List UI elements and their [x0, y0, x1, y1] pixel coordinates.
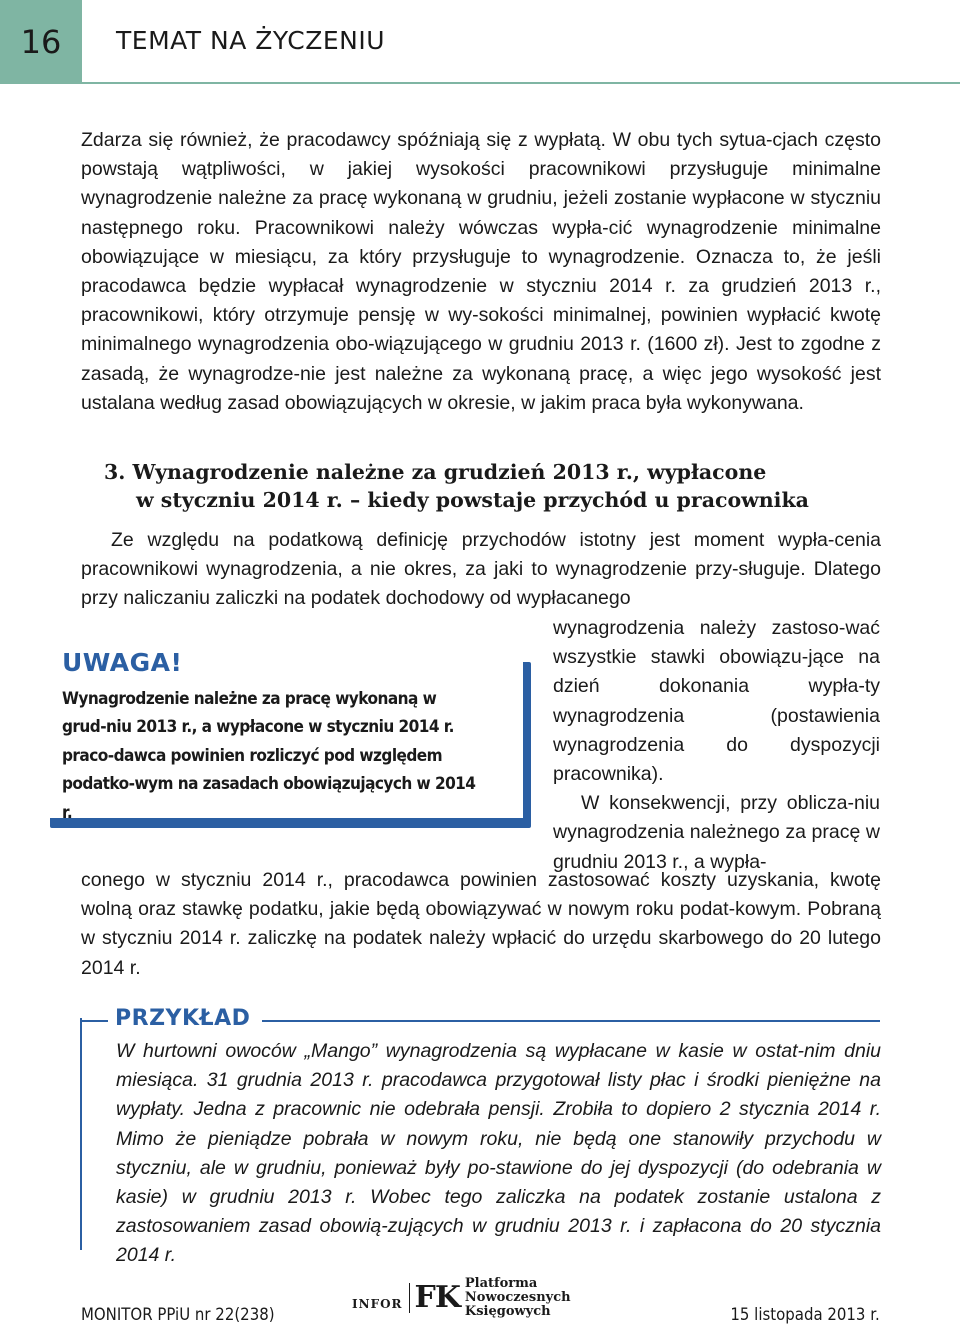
right-column-part-2: W konsekwencji, przy oblicza-niu wynagrodzenia należnego za pracę w grudniu 2013 r., a wypła- — [553, 792, 880, 873]
right-column-text — [553, 614, 880, 877]
right-column-part-1: wynagrodzenia należy zastoso-wać wszystkie stawki obowiązu-jące na dzień dokonania wypła-ty wynagrodzenia (postawienia wynagrodzenia do dyspozycji pracownika). — [553, 617, 880, 786]
paragraph-1: Zdarza się również, że pracodawcy spóźniają się z wypłatą. W obu tych sytua-cjach często powstają wątpliwości, w jakiej wysokości pracownikowi przysługuje minimalne wynagrodzenie należne za pracę wykonaną w grudniu, jeżeli zostanie wypłacone w styczniu następnego roku. Pracownikowi należy wówczas wypła-cić wynagrodzenie minimalne obowiązujące w miesiącu, za który przysługuje to wynagrodzenie. Oznacza to, że jeśli pracodawca będzie wypłacał wynagrodzenie w styczniu 2014 r. za grudzień 2013 r., pracownikowi, który otrzymuje pensję w wy-sokości minimalnej, powinien wypłacić kwotę minimalnego wynagrodzenia obo-wiązującego w grudniu 2013 r. (1600 zł). Jest to zgodne z zasadą, że wynagrodze-nie jest należne za wykonaną pracę, a więc jego wysokość jest ustalana według zasad obowiązujących w okresie, w jakim praca była wykonywana. — [81, 129, 881, 414]
fk-logo: FK — [409, 1283, 460, 1313]
platform-name-line2: Nowoczesnych Księgowych — [464, 1290, 571, 1319]
section-3-heading-line1: 3. Wynagrodzenie należne za grudzień 2013 r., wypłacone — [104, 460, 767, 484]
footer-date: 15 listopada 2013 r. — [730, 1305, 880, 1325]
infor-logo: INFOR — [352, 1297, 403, 1311]
footer-logo — [352, 1276, 642, 1319]
example-title-rule — [262, 1020, 880, 1022]
example-title: PRZYKŁAD — [115, 1006, 251, 1031]
section-3-heading — [104, 458, 844, 514]
section-title: TEMAT NA ŻYCZENIU — [116, 26, 386, 55]
uwaga-title: UWAGA! — [62, 648, 183, 677]
header-rule — [82, 82, 960, 84]
platform-name-line1: Platforma — [464, 1276, 538, 1291]
page-number: 16 — [0, 0, 82, 84]
example-text: W hurtowni owoców „Mango” wynagrodzenia są wypłacane w kasie w ostat-nim dniu miesiąca. 31 grudnia 2013 r. pracodawca przygotował listy płac i środki pieniężne na wypłaty. Jedna z pracownic nie odebrała pensji. Zrobiła to dopiero 2 stycznia 2014 r. Mimo że pieniądze pobrała w nowym roku, nie będą one stanowiły przychodu w styczniu, ale w grudniu, ponieważ były po-stawione do jej dyspozycji (do odebrania w kasie) w grudniu 2013 r. Wobec tego zaliczka na podatek zostanie ustalona z zastosowaniem zasad obowią-zujących w grudniu 2013 r. i zapłacona do 20 stycznia 2014 r. — [116, 1040, 881, 1267]
section-3-heading-line2: w styczniu 2014 r. – kiedy powstaje przychód u pracownika — [136, 488, 809, 512]
platform-name — [465, 1277, 642, 1319]
example-frame-line — [80, 1018, 82, 1250]
uwaga-text: Wynagrodzenie należne za pracę wykonaną w grud-niu 2013 r., a wypłacone w styczniu 2014 r. praco-dawca powinien rozliczyć pod względem podatko-wym na zasadach obowiązujących w 2014 r. — [62, 689, 476, 822]
example-frame-tick — [82, 1020, 108, 1022]
paragraph-3: conego w styczniu 2014 r., pracodawca powinien zastosować koszty uzyskania, kwotę wolną oraz stawkę podatku, jakie będą obowiązywać w nowym roku podat-kowym. Pobraną w styczniu 2014 r. zaliczkę na podatek należy wpłacić do urzędu skarbowego do 20 lutego 2014 r. — [81, 869, 881, 979]
paragraph-2: Ze względu na podatkową definicję przychodów istotny jest moment wypła-cenia pracownikowi wynagrodzenia, a nie okres, za jaki to wynagrodzenie przy-sługuje. Dlatego przy naliczaniu zaliczki na podatek dochodowy od wypłacanego — [81, 529, 881, 610]
footer-journal: MONITOR PPiU nr 22(238) — [81, 1305, 275, 1325]
